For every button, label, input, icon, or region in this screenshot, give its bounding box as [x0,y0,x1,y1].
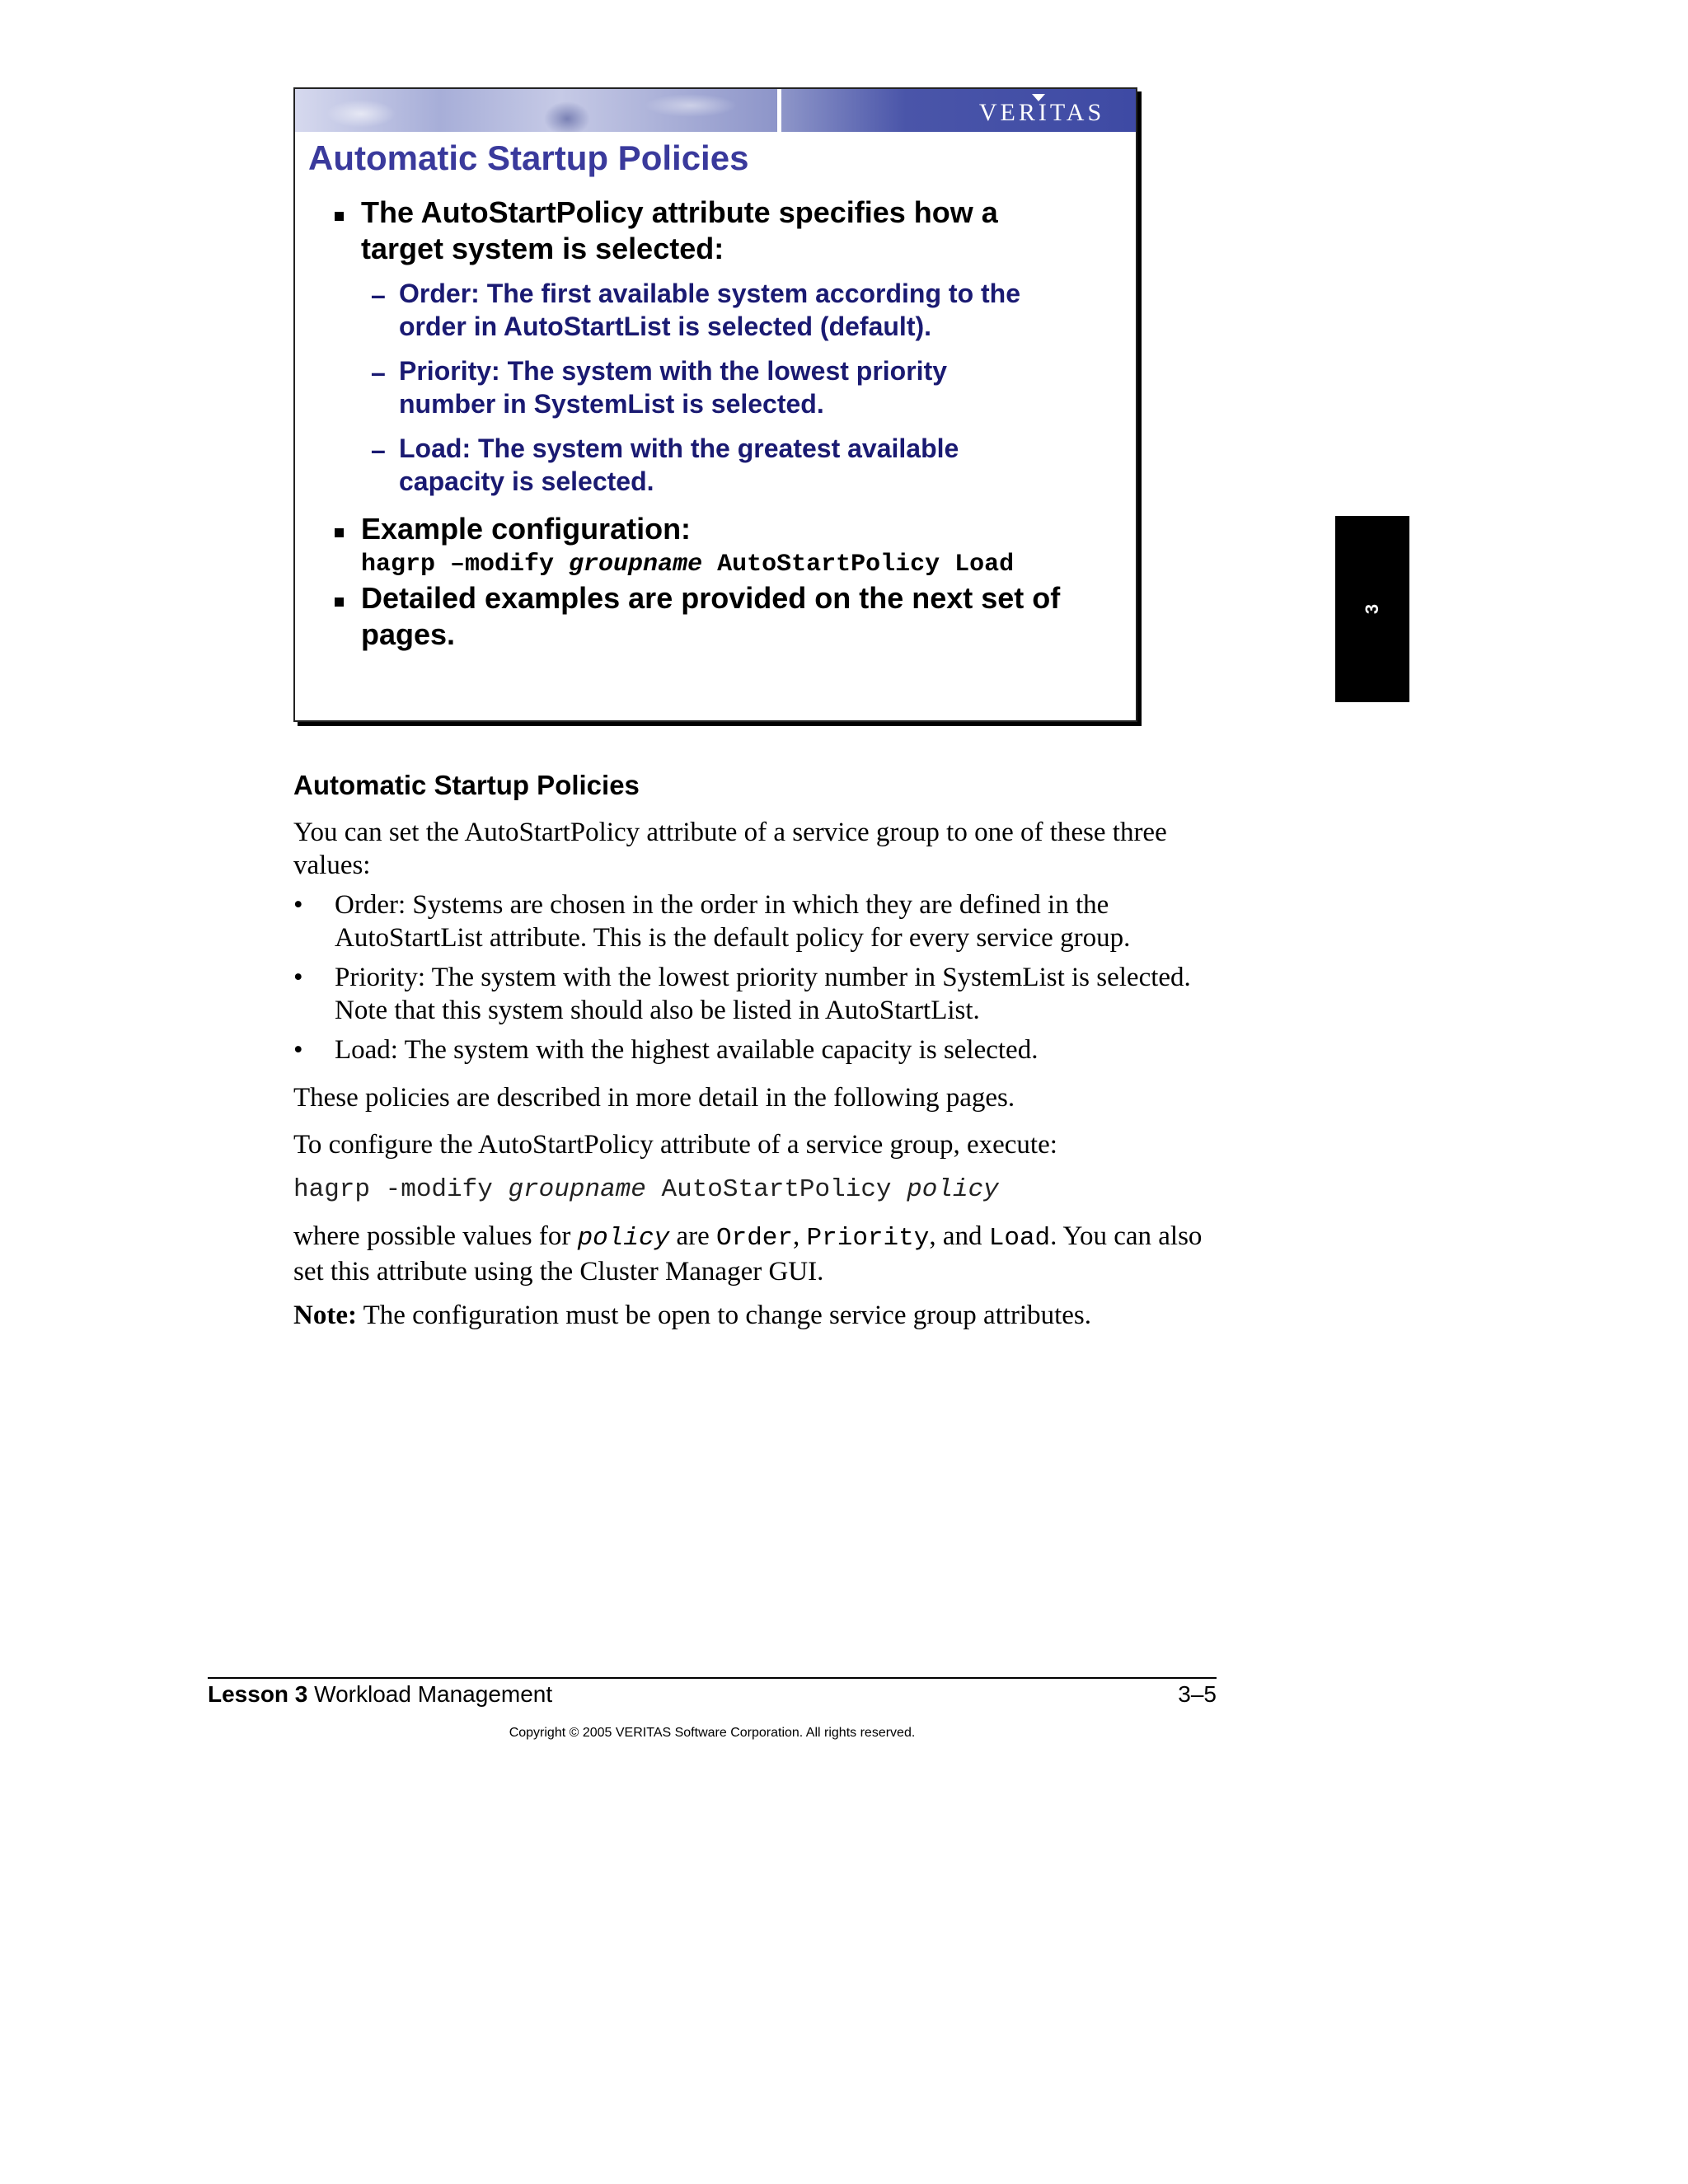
banner-photo [295,89,777,132]
square-bullet-icon [335,598,344,607]
value-load: Load [988,1224,1051,1253]
slide-sub-priority-line-1: Priority: The system with the lowest priority [399,356,948,386]
slide-example-command [361,551,1014,579]
bullet-priority: Priority: The system with the lowest priority number in SystemList is selected. Note that this system should also be listed in AutoStartList. [335,963,1191,1025]
copyright-notice: Copyright © 2005 VERITAS Software Corporation. All rights reserved. [509,1726,916,1740]
slide-sub-order [399,277,1124,343]
slide-bullet-1-line-1: The AutoStartPolicy attribute specifies how a [361,195,998,229]
footer-page-number: 3–5 [1178,1681,1217,1707]
values-text-2: are [669,1221,716,1251]
cmd-policy: policy [907,1175,999,1204]
values-paragraph [293,1220,1225,1288]
dash-bullet: – [371,280,386,310]
footer-lesson [208,1681,552,1708]
square-bullet-icon [335,212,344,221]
chapter-tab [1335,516,1409,702]
values-text-4: , and [929,1221,989,1251]
detail-paragraph: These policies are described in more detail in the following pages. [293,1083,1015,1113]
slide-bullet-3-line-2: pages. [361,617,456,651]
slide-title: Automatic Startup Policies [308,138,749,177]
cmd-attribute: AutoStartPolicy [645,1175,907,1204]
note-paragraph [293,1299,1225,1332]
configure-paragraph: To configure the AutoStartPolicy attribute of a service group, execute: [293,1130,1057,1160]
configure-command [293,1175,999,1204]
slide-sub-load-line-2: capacity is selected. [399,466,654,496]
values-text-5: . You can also set this attribute using the Cluster Manager GUI. [293,1221,1203,1286]
slide-sub-order-line-2: order in AutoStartList is selected (default). [399,312,932,341]
values-text-1: where possible values for [293,1221,578,1251]
section-heading: Automatic Startup Policies [293,770,640,800]
cmd-name: hagrp -modify [293,1175,509,1204]
code-rest: AutoStartPolicy Load [702,551,1015,579]
bullet-dot: • [293,1035,303,1065]
cmd-groupname: groupname [508,1175,646,1204]
slide-bullet-3-line-1: Detailed examples are provided on the next set of [361,581,1061,615]
slide-sub-priority [399,354,1124,420]
slide-sub-priority-line-2: number in SystemList is selected. [399,389,824,419]
bullet-dot: • [293,890,303,920]
slide-bullet-2: Example configuration: [361,512,692,546]
slide-bullet-1-line-2: target system is selected: [361,232,724,265]
slide-sub-load [399,432,1124,498]
bullet-load: Load: The system with the highest available capacity is selected. [335,1035,1039,1065]
footer-lesson-label: Lesson 3 [208,1681,308,1707]
bullet-dot: • [293,963,303,992]
code-argument: groupname [569,551,703,579]
slide-bullet-1 [361,194,1119,267]
dash-bullet: – [371,435,386,465]
slide-sub-load-line-1: Load: The system with the greatest available [399,434,959,463]
footer-lesson-title: Workload Management [307,1681,553,1707]
intro-paragraph: You can set the AutoStartPolicy attribute of a service group to one of these three values: [293,818,1167,880]
logo-tick-icon [1032,94,1045,101]
slide-bullet-3 [361,580,1119,653]
code-command: hagrp –modify [361,551,570,579]
veritas-logo [959,99,1124,129]
values-text-3: , [793,1221,807,1251]
bullet-order: Order: Systems are chosen in the order in which they are defined in the AutoStartList attribute. This is the default policy for every service group. [335,890,1131,953]
footer-rule [208,1677,1217,1679]
slide-frame [293,87,1137,722]
value-priority: Priority [806,1224,930,1253]
dash-bullet: – [371,358,386,387]
note-label: Note: [293,1301,357,1330]
value-order: Order [716,1224,794,1253]
logo-text: VERITAS [978,99,1105,126]
note-text: The configuration must be open to change service group attributes. [356,1301,1092,1330]
chapter-tab-label: 3 [1362,603,1382,615]
values-policy: policy [577,1224,670,1253]
square-bullet-icon [335,528,344,537]
slide-sub-order-line-1: Order: The first available system according to the [399,279,1020,308]
slide-banner [295,89,1136,132]
